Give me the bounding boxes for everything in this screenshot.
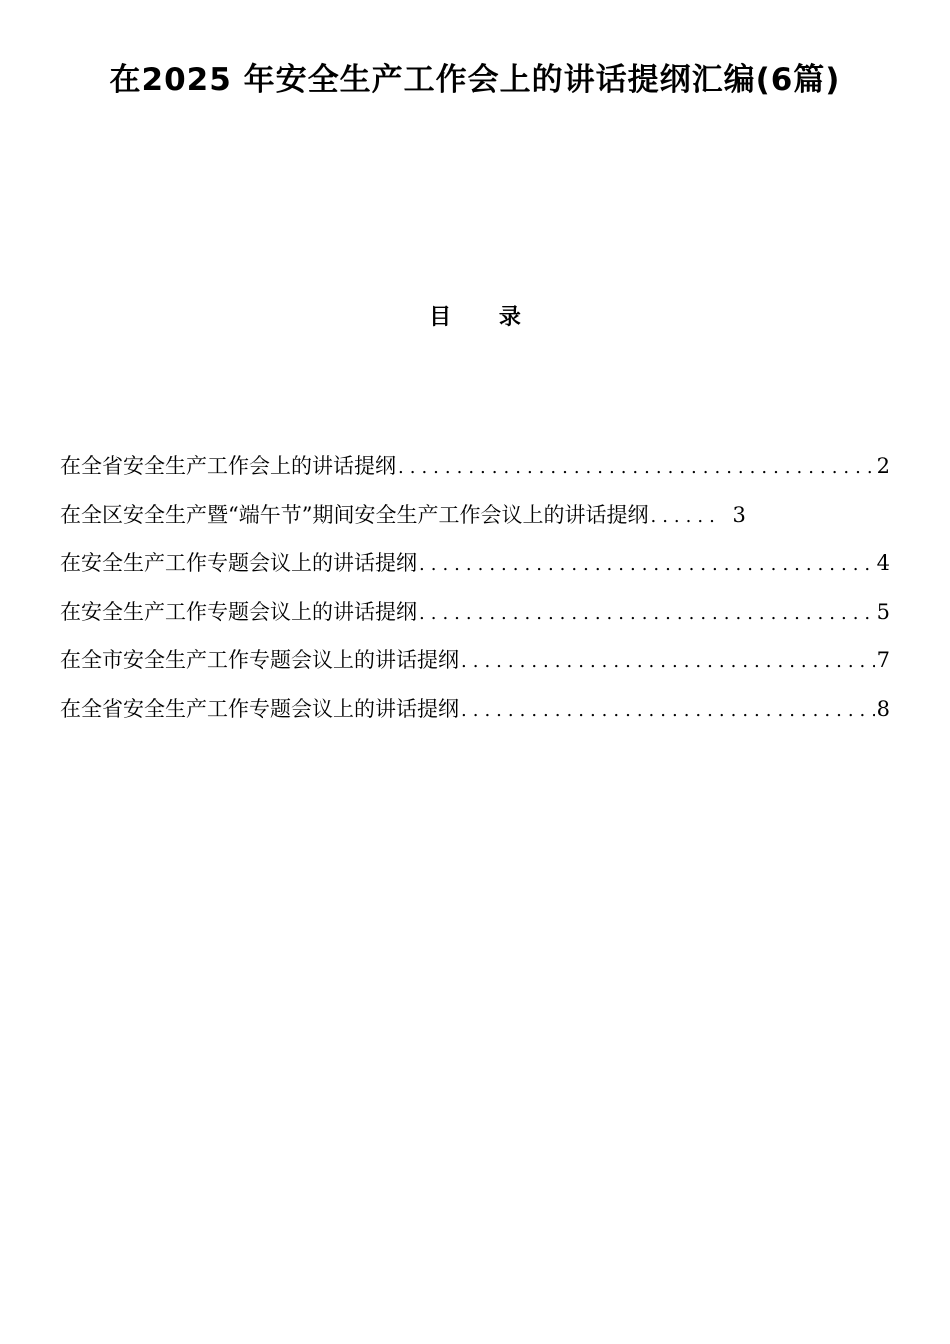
toc-entry[interactable] bbox=[60, 693, 890, 742]
toc-entry-title: 在全省安全生产工作专题会议上的讲话提纲 bbox=[60, 696, 459, 721]
toc-page-number: 5 bbox=[876, 599, 890, 624]
toc-entry[interactable] bbox=[60, 547, 890, 596]
toc-entry[interactable] bbox=[60, 450, 890, 499]
toc-page-number: 4 bbox=[876, 551, 890, 575]
toc-entry[interactable] bbox=[60, 596, 890, 645]
toc-heading: 目 录 bbox=[429, 305, 541, 330]
toc-entry[interactable] bbox=[60, 499, 890, 548]
toc-entry-title: 在安全生产工作专题会议上的讲话提纲 bbox=[60, 599, 417, 624]
toc-leader-dots bbox=[398, 452, 875, 484]
toc-leader-dots bbox=[419, 549, 875, 581]
toc-leader-dots bbox=[461, 695, 875, 727]
toc-leader-dots bbox=[461, 646, 875, 678]
toc-entry-title: 在全省安全生产工作会上的讲话提纲 bbox=[60, 454, 396, 478]
toc-leader-dots bbox=[419, 598, 875, 630]
toc-entry-title: 在全区安全生产暨“端午节”期间安全生产工作会议上的讲话提纲 bbox=[60, 502, 649, 527]
toc-entry-title: 在全市安全生产工作专题会议上的讲话提纲 bbox=[60, 648, 459, 672]
document-title: 在2025 年安全生产工作会上的讲话提纲汇编(6篇) bbox=[109, 62, 841, 98]
toc-page-number: 8 bbox=[876, 696, 890, 721]
toc-page-number: 7 bbox=[876, 648, 890, 672]
toc-page-number: 3 bbox=[732, 502, 746, 527]
table-of-contents bbox=[60, 450, 890, 741]
toc-leader-dots bbox=[650, 501, 720, 533]
toc-page-number: 2 bbox=[876, 454, 890, 478]
toc-entry-title: 在安全生产工作专题会议上的讲话提纲 bbox=[60, 551, 417, 575]
toc-entry[interactable] bbox=[60, 644, 890, 693]
